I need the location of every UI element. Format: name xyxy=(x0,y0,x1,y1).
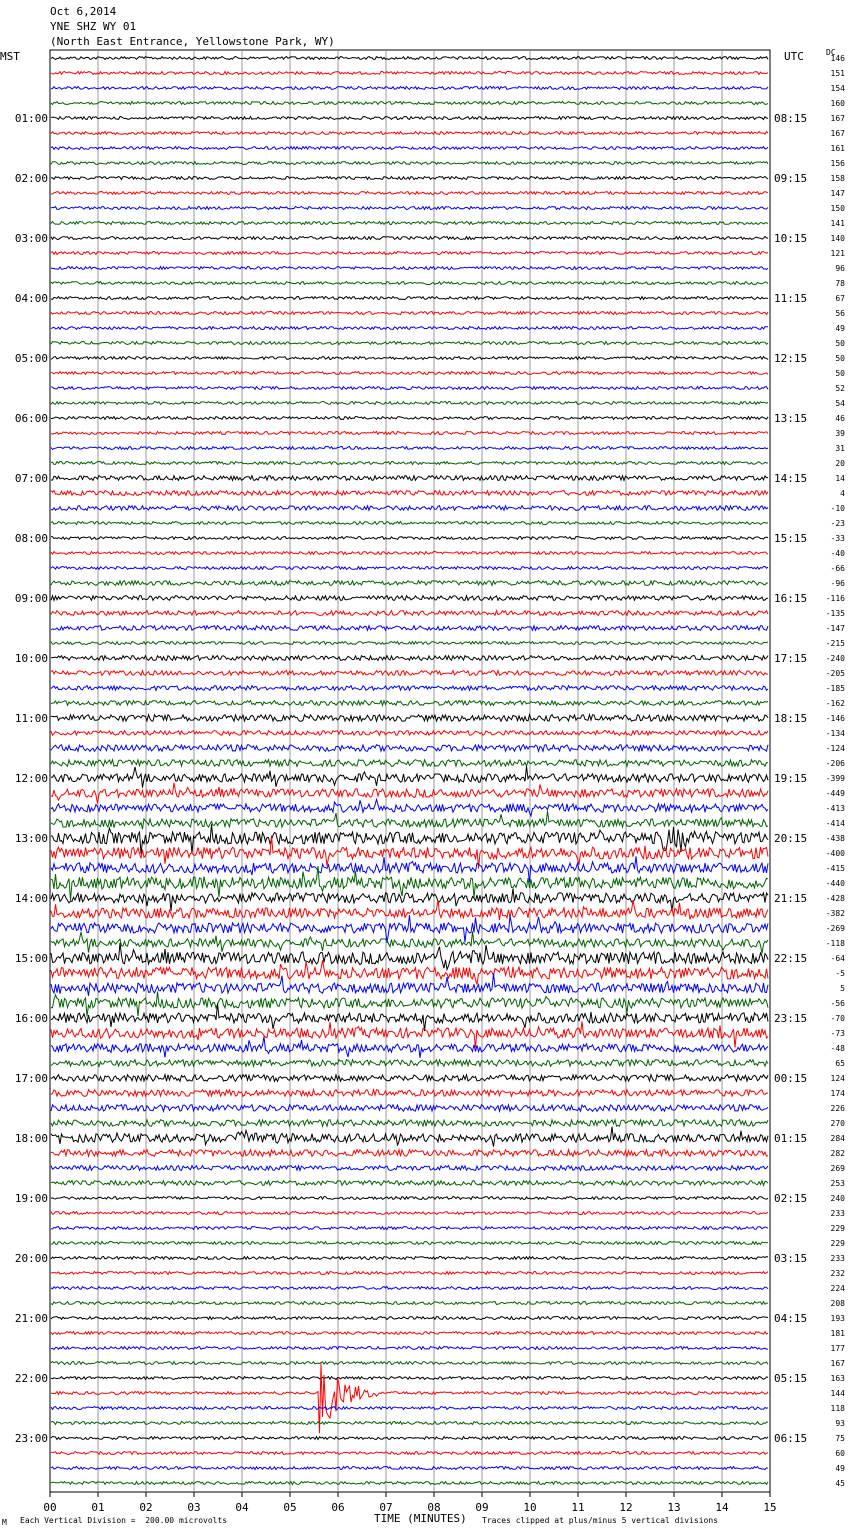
dc-offset-value: 50 xyxy=(835,369,845,378)
dc-offset-value: -124 xyxy=(825,744,845,753)
seismic-trace xyxy=(51,462,768,465)
x-tick-label: 03 xyxy=(187,1501,201,1514)
seismic-trace xyxy=(51,102,768,105)
dc-offset-value: 269 xyxy=(830,1164,845,1173)
seismic-trace xyxy=(51,567,768,570)
seismic-trace xyxy=(51,960,768,984)
dc-offset-value: -400 xyxy=(825,849,845,858)
dc-offset-value: 282 xyxy=(830,1149,845,1158)
dc-offset-value: -146 xyxy=(825,714,845,723)
left-hour-label: 13:00 xyxy=(14,832,48,845)
dc-offset-value: 5 xyxy=(840,984,845,993)
seismic-trace xyxy=(51,824,768,854)
dc-offset-value: -5 xyxy=(835,969,845,978)
seismic-trace xyxy=(51,1272,768,1275)
dc-offset-value: 229 xyxy=(830,1224,845,1233)
seismic-trace xyxy=(51,1422,768,1425)
x-tick-label: 14 xyxy=(715,1501,729,1514)
seismic-trace xyxy=(51,799,768,816)
dc-offset-value: 151 xyxy=(830,69,845,78)
seismic-trace xyxy=(51,1407,768,1410)
dc-offset-value: 156 xyxy=(830,159,845,168)
seismic-trace xyxy=(51,1166,768,1171)
dc-offset-value: 93 xyxy=(835,1419,845,1428)
dc-offset-value: 208 xyxy=(830,1299,845,1308)
seismic-trace xyxy=(51,1317,768,1320)
x-axis-title: TIME (MINUTES) xyxy=(374,1512,467,1525)
dc-offset-value: -449 xyxy=(825,789,845,798)
right-hour-label: 08:15 xyxy=(774,112,808,125)
right-hour-label: 14:15 xyxy=(774,472,808,485)
x-tick-label: 01 xyxy=(91,1501,105,1514)
right-hour-label: 12:15 xyxy=(774,352,808,365)
seismic-trace xyxy=(51,192,768,195)
left-hour-label: 01:00 xyxy=(14,112,48,125)
seismic-trace xyxy=(51,915,768,943)
seismic-trace xyxy=(51,476,768,481)
dc-offset-value: -147 xyxy=(825,624,845,633)
seismic-trace xyxy=(51,1075,768,1082)
dc-offset-value: 45 xyxy=(835,1479,845,1488)
seismic-trace xyxy=(51,1181,768,1186)
x-tick-label: 00 xyxy=(43,1501,57,1514)
dc-offset-value: -440 xyxy=(825,879,845,888)
right-hour-label: 03:15 xyxy=(774,1252,808,1265)
x-tick-label: 12 xyxy=(619,1501,633,1514)
seismic-trace xyxy=(51,267,768,270)
x-tick-label: 13 xyxy=(667,1501,681,1514)
seismic-trace xyxy=(51,417,768,420)
dc-offset-value: 232 xyxy=(830,1269,845,1278)
seismic-trace xyxy=(51,162,768,165)
seismic-trace xyxy=(51,783,768,804)
dc-offset-value: 78 xyxy=(835,279,845,288)
dc-offset-value: -240 xyxy=(825,654,845,663)
seismic-trace xyxy=(51,522,768,525)
x-tick-label: 07 xyxy=(379,1501,393,1514)
seismic-trace xyxy=(51,297,768,300)
seismic-trace xyxy=(51,552,768,555)
right-hour-label: 10:15 xyxy=(774,232,808,245)
seismic-trace xyxy=(51,1302,768,1305)
right-hour-label: 05:15 xyxy=(774,1372,808,1385)
seismic-trace xyxy=(51,760,768,767)
left-hour-label: 18:00 xyxy=(14,1132,48,1145)
dc-offset-value: 158 xyxy=(830,174,845,183)
right-hour-label: 20:15 xyxy=(774,832,808,845)
dc-offset-value: -10 xyxy=(830,504,845,513)
seismic-trace xyxy=(51,1287,768,1290)
dc-offset-value: 144 xyxy=(830,1389,845,1398)
seismic-trace xyxy=(51,222,768,225)
seismic-trace xyxy=(51,731,768,736)
seismic-trace xyxy=(51,642,768,645)
seismic-trace xyxy=(51,1362,768,1365)
seismic-trace xyxy=(51,1003,768,1031)
seismic-trace xyxy=(51,888,768,911)
dc-offset-value: 118 xyxy=(830,1404,845,1413)
seismic-trace xyxy=(51,1212,768,1215)
dc-offset-value: 233 xyxy=(830,1254,845,1263)
seismic-trace xyxy=(51,766,768,787)
seismic-trace xyxy=(51,282,768,285)
dc-offset-value: 146 xyxy=(830,54,845,63)
dc-offset-value: 174 xyxy=(830,1089,845,1098)
dc-offset-value: -205 xyxy=(825,669,845,678)
x-tick-label: 04 xyxy=(235,1501,249,1514)
header-station: YNE SHZ WY 01 xyxy=(50,20,137,33)
right-hour-label: 00:15 xyxy=(774,1072,808,1085)
seismic-trace xyxy=(51,402,768,405)
dc-offset-value: -23 xyxy=(830,519,845,528)
seismic-trace xyxy=(51,132,768,135)
seismic-trace xyxy=(51,387,768,390)
right-hour-label: 17:15 xyxy=(774,652,808,665)
seismic-trace xyxy=(51,626,768,631)
corner-mark: M xyxy=(2,1518,7,1527)
seismic-trace xyxy=(51,1227,768,1230)
seismic-trace xyxy=(51,931,768,953)
dc-offset-value: 54 xyxy=(835,399,845,408)
left-hour-label: 16:00 xyxy=(14,1012,48,1025)
dc-offset-value: -269 xyxy=(825,924,845,933)
dc-offset-value: 39 xyxy=(835,429,845,438)
x-tick-label: 06 xyxy=(331,1501,345,1514)
x-tick-label: 05 xyxy=(283,1501,297,1514)
plot-frame xyxy=(50,50,770,1492)
left-hour-label: 12:00 xyxy=(14,772,48,785)
left-hour-label: 02:00 xyxy=(14,172,48,185)
seismic-trace xyxy=(51,1452,768,1455)
dc-offset-value: -70 xyxy=(830,1014,845,1023)
right-hour-label: 01:15 xyxy=(774,1132,808,1145)
scale-note: Each Vertical Division = 200.00 microvolts xyxy=(20,1516,228,1525)
right-hour-label: 22:15 xyxy=(774,952,808,965)
seismic-trace xyxy=(51,342,768,345)
right-hour-label: 04:15 xyxy=(774,1312,808,1325)
dc-offset-value: -185 xyxy=(825,684,845,693)
right-hour-label: 16:15 xyxy=(774,592,808,605)
right-hour-label: 11:15 xyxy=(774,292,808,305)
dc-offset-value: -413 xyxy=(825,804,845,813)
seismic-trace xyxy=(51,357,768,360)
seismic-trace xyxy=(51,327,768,330)
left-hour-label: 17:00 xyxy=(14,1072,48,1085)
left-hour-label: 23:00 xyxy=(14,1432,48,1445)
dc-offset-value: 177 xyxy=(830,1344,845,1353)
seismic-trace xyxy=(51,1377,768,1380)
right-hour-label: 06:15 xyxy=(774,1432,808,1445)
left-hour-label: 19:00 xyxy=(14,1192,48,1205)
seismic-trace xyxy=(51,237,768,240)
dc-offset-value: -33 xyxy=(830,534,845,543)
seismic-trace xyxy=(51,432,768,435)
x-tick-label: 11 xyxy=(571,1501,585,1514)
dc-offset-value: -96 xyxy=(830,579,845,588)
dc-offset-value: -414 xyxy=(825,819,845,828)
dc-offset-value: 140 xyxy=(830,234,845,243)
dc-offset-value: 46 xyxy=(835,414,845,423)
seismic-trace xyxy=(51,491,768,496)
right-hour-label: 23:15 xyxy=(774,1012,808,1025)
clip-note: Traces clipped at plus/minus 5 vertical divisions xyxy=(482,1516,719,1525)
dc-offset-header: DC xyxy=(826,48,836,57)
seismic-trace xyxy=(51,973,768,996)
dc-offset-value: 49 xyxy=(835,1464,845,1473)
dc-offset-value: 253 xyxy=(830,1179,845,1188)
dc-offset-value: 60 xyxy=(835,1449,845,1458)
seismic-trace xyxy=(51,1037,768,1058)
dc-offset-value: 50 xyxy=(835,339,845,348)
dc-offset-value: 167 xyxy=(830,1359,845,1368)
dc-offset-value: -415 xyxy=(825,864,845,873)
dc-offset-value: 160 xyxy=(830,99,845,108)
dc-offset-value: -116 xyxy=(825,594,845,603)
seismic-trace xyxy=(51,1127,768,1147)
seismic-trace xyxy=(51,856,768,882)
dc-offset-value: 65 xyxy=(835,1059,845,1068)
dc-offset-value: 270 xyxy=(830,1119,845,1128)
header-date: Oct 6,2014 xyxy=(50,5,117,18)
dc-offset-value: 141 xyxy=(830,219,845,228)
seismic-trace xyxy=(51,312,768,315)
dc-offset-value: 193 xyxy=(830,1314,845,1323)
seismic-trace xyxy=(51,1090,768,1097)
dc-offset-value: 167 xyxy=(830,114,845,123)
seismic-trace xyxy=(51,177,768,180)
seismic-trace xyxy=(51,596,768,601)
dc-offset-value: 96 xyxy=(835,264,845,273)
seismic-trace xyxy=(51,1467,768,1470)
seismic-trace xyxy=(51,372,768,375)
left-hour-label: 07:00 xyxy=(14,472,48,485)
seismic-trace xyxy=(51,252,768,255)
left-hour-label: 08:00 xyxy=(14,532,48,545)
seismic-trace xyxy=(51,447,768,450)
left-hour-label: 04:00 xyxy=(14,292,48,305)
seismic-trace xyxy=(51,87,768,90)
dc-offset-value: -66 xyxy=(830,564,845,573)
dc-offset-value: -399 xyxy=(825,774,845,783)
seismic-trace xyxy=(51,1105,768,1112)
left-hour-label: 09:00 xyxy=(14,592,48,605)
seismic-trace xyxy=(51,1347,768,1350)
x-tick-label: 09 xyxy=(475,1501,489,1514)
dc-offset-value: 226 xyxy=(830,1104,845,1113)
dc-offset-value: -206 xyxy=(825,759,845,768)
left-hour-label: 14:00 xyxy=(14,892,48,905)
dc-offset-value: 50 xyxy=(835,354,845,363)
dc-offset-value: 31 xyxy=(835,444,845,453)
dc-offset-value: 181 xyxy=(830,1329,845,1338)
seismic-trace xyxy=(51,1482,768,1485)
right-hour-label: 19:15 xyxy=(774,772,808,785)
dc-offset-value: -40 xyxy=(830,549,845,558)
dc-offset-value: 124 xyxy=(830,1074,845,1083)
x-tick-label: 15 xyxy=(763,1501,777,1514)
seismic-trace xyxy=(51,72,768,75)
right-timezone-label: UTC xyxy=(784,50,804,63)
left-hour-label: 11:00 xyxy=(14,712,48,725)
seismic-trace xyxy=(51,1197,768,1200)
dc-offset-value: 167 xyxy=(830,129,845,138)
seismic-trace xyxy=(51,811,768,829)
seismic-trace xyxy=(51,1120,768,1127)
dc-offset-value: -438 xyxy=(825,834,845,843)
seismic-trace xyxy=(51,581,768,586)
dc-offset-value: -162 xyxy=(825,699,845,708)
seismic-trace xyxy=(51,611,768,616)
seismic-trace xyxy=(51,1257,768,1260)
left-timezone-label: MST xyxy=(0,50,20,63)
header-location: (North East Entrance, Yellowstone Park, WY) xyxy=(50,35,335,48)
right-hour-label: 18:15 xyxy=(774,712,808,725)
seismic-trace xyxy=(51,1437,768,1440)
dc-offset-value: 56 xyxy=(835,309,845,318)
dc-offset-value: 284 xyxy=(830,1134,845,1143)
seismic-trace xyxy=(51,1060,768,1067)
seismic-trace xyxy=(51,1242,768,1245)
dc-offset-value: 154 xyxy=(830,84,845,93)
dc-offset-value: 52 xyxy=(835,384,845,393)
left-hour-label: 03:00 xyxy=(14,232,48,245)
dc-offset-value: -215 xyxy=(825,639,845,648)
right-hour-label: 09:15 xyxy=(774,172,808,185)
dc-offset-value: -73 xyxy=(830,1029,845,1038)
dc-offset-value: 20 xyxy=(835,459,845,468)
dc-offset-value: -382 xyxy=(825,909,845,918)
seismic-trace xyxy=(51,506,768,511)
left-hour-label: 06:00 xyxy=(14,412,48,425)
dc-offset-value: 233 xyxy=(830,1209,845,1218)
seismic-trace xyxy=(51,147,768,150)
seismic-trace xyxy=(51,57,768,60)
dc-offset-value: 4 xyxy=(840,489,845,498)
dc-offset-value: -135 xyxy=(825,609,845,618)
left-hour-label: 22:00 xyxy=(14,1372,48,1385)
left-hour-label: 15:00 xyxy=(14,952,48,965)
seismic-trace xyxy=(51,537,768,540)
seismic-trace xyxy=(51,671,768,676)
dc-offset-value: 49 xyxy=(835,324,845,333)
seismic-trace xyxy=(51,701,768,706)
left-hour-label: 21:00 xyxy=(14,1312,48,1325)
dc-offset-value: 147 xyxy=(830,189,845,198)
dc-offset-value: 229 xyxy=(830,1239,845,1248)
dc-offset-value: -48 xyxy=(830,1044,845,1053)
dc-offset-value: 67 xyxy=(835,294,845,303)
seismic-trace xyxy=(51,992,768,1017)
dc-offset-value: 14 xyxy=(835,474,845,483)
dc-offset-value: 163 xyxy=(830,1374,845,1383)
left-hour-label: 10:00 xyxy=(14,652,48,665)
dc-offset-value: 150 xyxy=(830,204,845,213)
dc-offset-value: -134 xyxy=(825,729,845,738)
seismic-trace xyxy=(51,117,768,120)
seismic-trace xyxy=(51,745,768,752)
dc-offset-value: -428 xyxy=(825,894,845,903)
seismic-trace xyxy=(51,686,768,691)
dc-offset-value: 224 xyxy=(830,1284,845,1293)
dc-offset-value: 161 xyxy=(830,144,845,153)
right-hour-label: 13:15 xyxy=(774,412,808,425)
dc-offset-value: 75 xyxy=(835,1434,845,1443)
seismic-trace xyxy=(51,656,768,661)
seismic-trace xyxy=(51,207,768,210)
x-tick-label: 02 xyxy=(139,1501,153,1514)
x-tick-label: 08 xyxy=(427,1501,441,1514)
dc-offset-value: 121 xyxy=(830,249,845,258)
dc-offset-value: 240 xyxy=(830,1194,845,1203)
seismic-trace xyxy=(51,715,768,722)
seismic-trace xyxy=(51,1332,768,1335)
seismic-trace xyxy=(51,866,768,900)
seismic-trace xyxy=(51,1021,768,1047)
dc-offset-value: -56 xyxy=(830,999,845,1008)
left-hour-label: 20:00 xyxy=(14,1252,48,1265)
dc-offset-value: -118 xyxy=(825,939,845,948)
left-hour-label: 05:00 xyxy=(14,352,48,365)
right-hour-label: 15:15 xyxy=(774,532,808,545)
right-hour-label: 21:15 xyxy=(774,892,808,905)
dc-offset-value: -64 xyxy=(830,954,845,963)
seismic-trace xyxy=(51,1150,768,1157)
right-hour-label: 02:15 xyxy=(774,1192,808,1205)
x-tick-label: 10 xyxy=(523,1501,537,1514)
